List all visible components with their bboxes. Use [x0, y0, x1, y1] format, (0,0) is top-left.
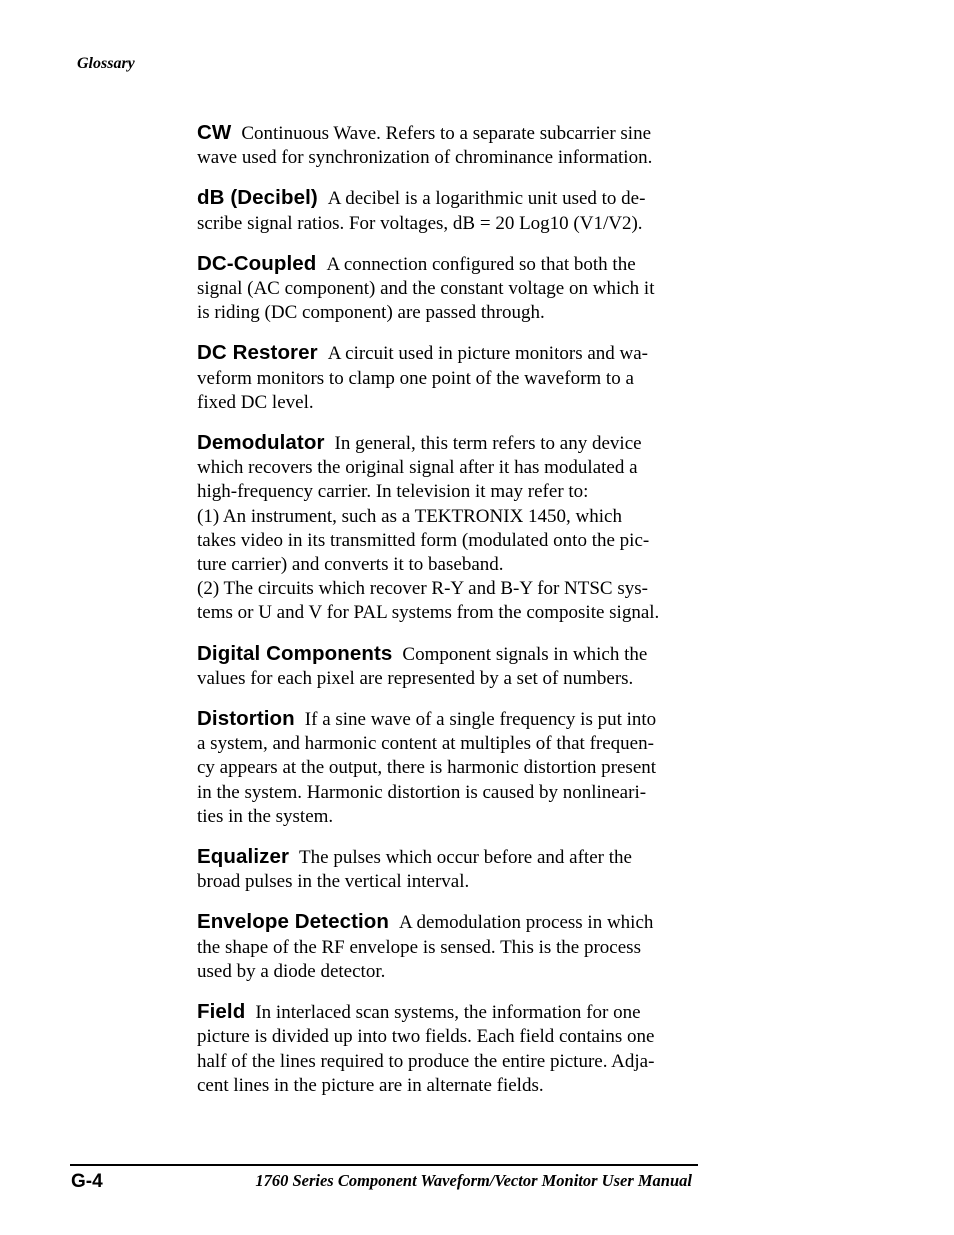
glossary-term: Equalizer [197, 845, 290, 869]
definition-line: takes video in its transmitted form (modulated onto the pic- [197, 529, 650, 551]
definition-line: (1) An instrument, such as a TEKTRONIX 1450, which [197, 505, 622, 527]
glossary-term: dB (Decibel) [197, 186, 318, 210]
definition-line: the shape of the RF envelope is sensed. This is the process [197, 936, 641, 958]
definition-line: Component signals in which the [402, 643, 648, 665]
definition-line: tems or U and V for PAL systems from the composite signal. [197, 602, 660, 624]
glossary-entry [197, 910, 701, 984]
definition-line: veform monitors to clamp one point of the waveform to a [197, 367, 634, 389]
glossary-term: DC-Coupled [197, 251, 317, 275]
definition-line: A circuit used in picture monitors and wa- [327, 343, 649, 365]
definition-line: in the system. Harmonic distortion is caused by nonlineari- [197, 781, 647, 803]
definition-line: cent lines in the picture are in alternate fields. [197, 1074, 544, 1096]
definition-line: The pulses which occur before and after the [299, 847, 632, 869]
definition-line: a system, and harmonic content at multiples of that frequen- [197, 733, 654, 755]
definition-line: A decibel is a logarithmic unit used to de- [327, 188, 646, 210]
glossary-term: Field [197, 1000, 246, 1024]
definition-line: cy appears at the output, there is harmonic distortion present [197, 757, 657, 779]
glossary-entry [197, 341, 701, 415]
definition-line: wave used for synchronization of chrominance information. [197, 147, 653, 169]
definition-line: signal (AC component) and the constant voltage on which it [197, 278, 655, 300]
definition-line: (2) The circuits which recover R-Y and B-Y for NTSC sys- [197, 578, 648, 600]
definition-line: which recovers the original signal after it has modulated a [197, 457, 638, 479]
glossary-entry [197, 121, 701, 170]
definition-line: A connection configured so that both the [326, 253, 636, 275]
glossary-entry [197, 186, 701, 235]
running-head: Glossary [77, 55, 135, 72]
glossary-entry [197, 707, 701, 829]
glossary-entry [197, 1000, 701, 1098]
glossary-entries [197, 121, 701, 1114]
definition-line: high-frequency carrier. In television it may refer to: [197, 481, 589, 503]
definition-line: values for each pixel are represented by a set of numbers. [197, 667, 634, 689]
definition-line: ture carrier) and converts it to baseband. [197, 554, 504, 576]
glossary-term: Distortion [197, 707, 295, 731]
definition-line: In general, this term refers to any device [334, 433, 642, 455]
page-number: G-4 [71, 1171, 103, 1192]
glossary-term: DC Restorer [197, 341, 318, 365]
definition-line: fixed DC level. [197, 391, 314, 413]
definition-line: is riding (DC component) are passed through. [197, 302, 545, 324]
definition-line: ties in the system. [197, 805, 334, 827]
glossary-term: Envelope Detection [197, 910, 390, 934]
footer-rule [70, 1164, 698, 1166]
glossary-entry [197, 845, 701, 894]
glossary-term: Digital Components [197, 641, 393, 665]
definition-line: picture is divided up into two fields. Each field contains one [197, 1026, 655, 1048]
definition-line: In interlaced scan systems, the information for one [255, 1002, 641, 1024]
glossary-entry [197, 642, 701, 691]
glossary-entry [197, 431, 701, 626]
definition-line: If a sine wave of a single frequency is put into [304, 709, 657, 731]
glossary-term: Demodulator [197, 431, 325, 455]
definition-line: A demodulation process in which [399, 912, 654, 934]
glossary-term: CW [197, 121, 232, 144]
definition-line: used by a diode detector. [197, 960, 386, 982]
definition-line: broad pulses in the vertical interval. [197, 871, 470, 893]
glossary-entry [197, 252, 701, 326]
definition-line: scribe signal ratios. For voltages, dB = 20 Log10 (V1/V2). [197, 212, 643, 234]
manual-title: 1760 Series Component Waveform/Vector Monitor User Manual [255, 1171, 692, 1190]
definition-line: Continuous Wave. Refers to a separate subcarrier sine [241, 123, 652, 144]
definition-line: half of the lines required to produce the entire picture. Adja- [197, 1050, 655, 1072]
